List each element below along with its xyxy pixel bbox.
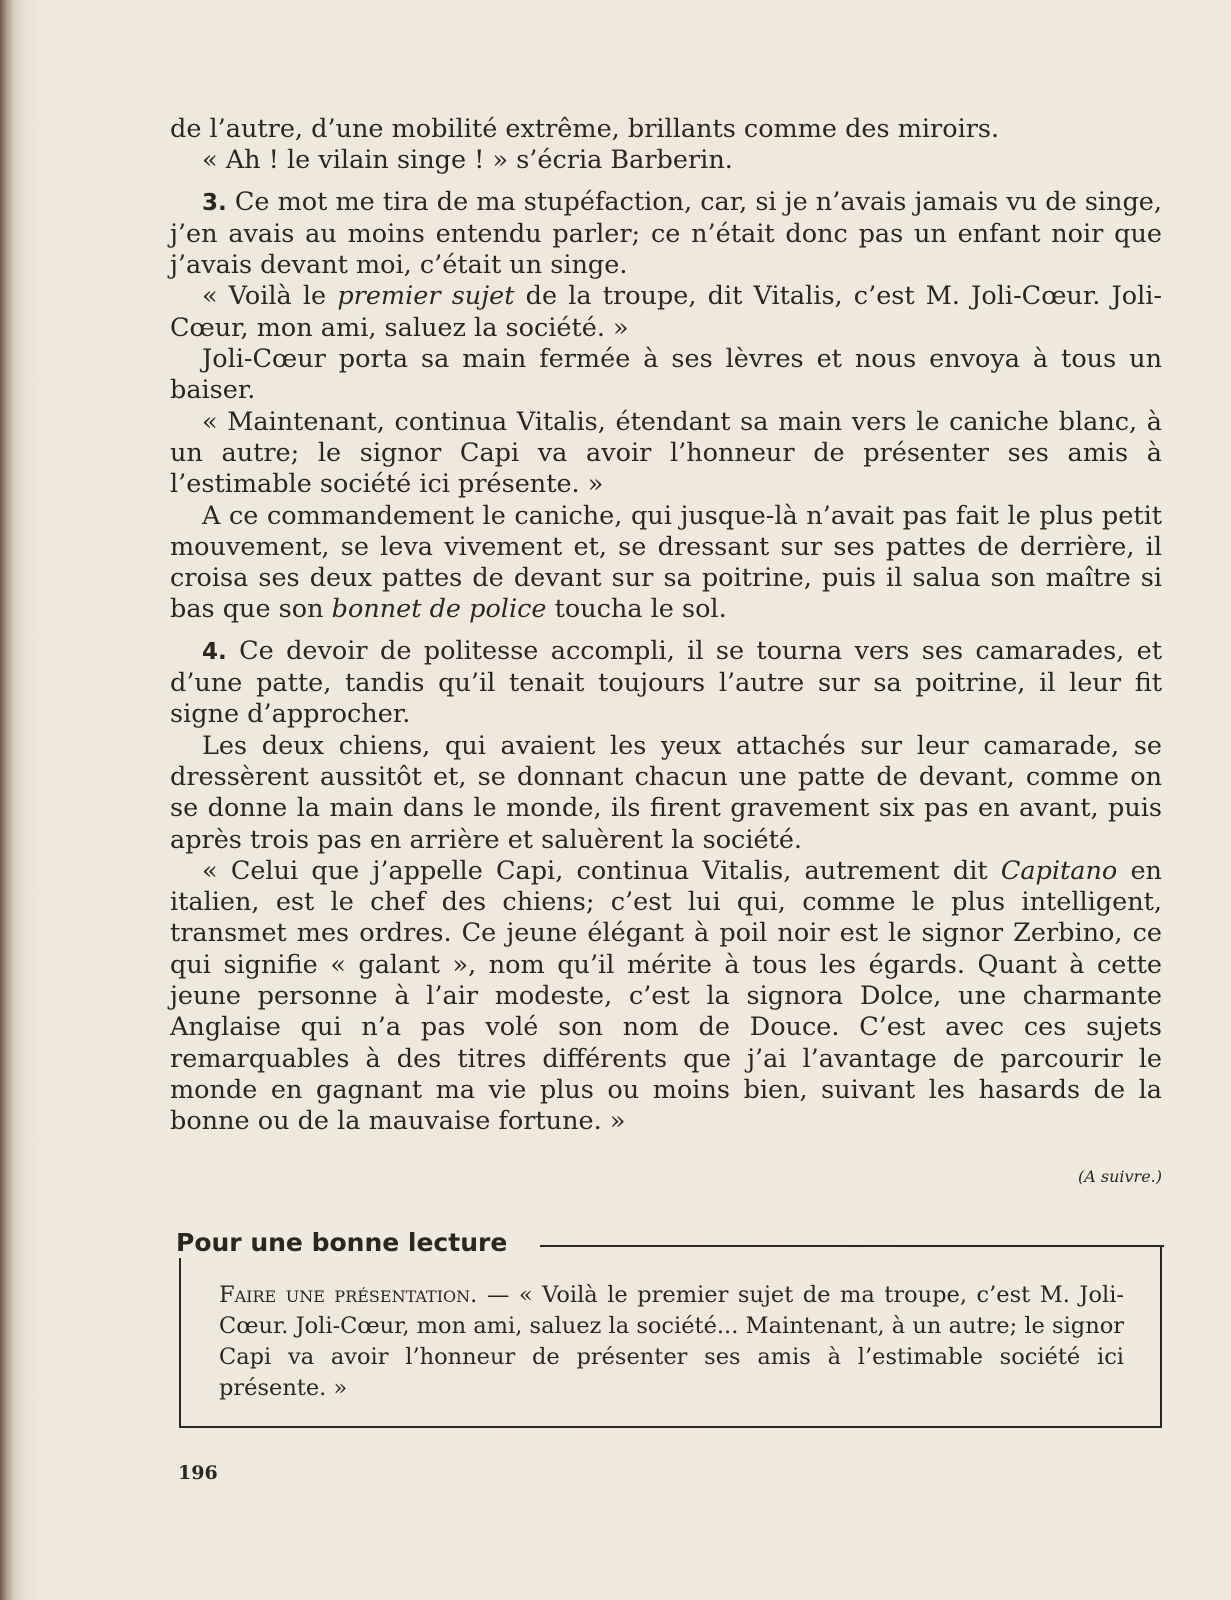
- text-run: A ce commandement le caniche, qui jusque-là n’avait pas fait le plus petit mouvement, se leva vivement et, se dressant sur ses pattes de derrière, il croisa ses deux pattes de devant sur sa poitrine, puis il salua son maître si bas que son: [170, 500, 1162, 625]
- italic-text: Capitano: [1000, 855, 1118, 886]
- text-run: Ce mot me tira de ma stupéfaction, car, si je n’avais jamais vu de singe, j’en avais au moins entendu parler; ce n’était donc pas un enfant noir que j’avais devant moi, c’était un singe.: [170, 186, 1162, 281]
- paragraph: [170, 407, 1162, 501]
- section-number: 3.: [202, 189, 227, 216]
- box-quote: — « Voilà le premier sujet de ma troupe, c’est M. Joli-Cœur. Joli-Cœur, mon ami, saluez la société... Maintenant, à un autre; le signor Capi va avoir l’honneur de présenter ses amis à l’estimable société ici présente. »: [219, 1282, 1124, 1401]
- body-text: [170, 114, 1162, 1138]
- paragraph: [170, 114, 1162, 145]
- box-label: Faire une présentation.: [219, 1282, 478, 1308]
- paragraph: [170, 344, 1162, 407]
- text-run: « Maintenant, continua Vitalis, étendant sa main vers le caniche blanc, à un autre; le signor Capi va avoir l’honneur de présenter ses amis à l’estimable société ici présente. »: [170, 406, 1162, 500]
- text-run: Joli-Cœur porta sa main fermée à ses lèvres et nous envoya à tous un baiser.: [170, 344, 1162, 406]
- text-run: Les deux chiens, qui avaient les yeux attachés sur leur camarade, se dressèrent aussitôt et, se donnant chacun une patte de devant, comme on se donne la main dans le monde, ils firent gravement six pas en avant, puis après trois pas en arrière et saluèrent la société.: [170, 730, 1162, 855]
- section-number: 4.: [202, 638, 227, 665]
- box-title: Pour une bonne lecture: [176, 1228, 517, 1258]
- text-run: de la troupe, dit Vitalis, c’est M. Joli-Cœur. Joli-Cœur, mon ami, saluez la société. »: [170, 281, 1162, 343]
- text-run: de l’autre, d’une mobilité extrême, brillants comme des miroirs.: [170, 114, 1000, 144]
- text-run: en italien, est le chef des chiens; c’est lui qui, comme le plus intelligent, transmet mes ordres. Ce jeune élégant à poil noir est le signor Zerbino, ce qui signifie « galant », nom qu’il mérite à tous les égards. Quant à cette jeune personne à l’air modeste, c’est la signora Dolce, une charmante Anglaise qui n’a pas volé son nom de Douce. C’est avec ces sujets remarquables à des titres différents que j’ai l’avantage de parcourir le monde en gagnant ma vie plus ou moins bien, suivant les hasards de la bonne ou de la mauvaise fortune. »: [170, 855, 1162, 1137]
- paragraph: [170, 636, 1162, 731]
- italic-text: bonnet de police: [331, 594, 547, 625]
- text-run: « Voilà le: [202, 281, 338, 312]
- text-run: « Celui que j’appelle Capi, continua Vitalis, autrement dit: [202, 855, 1001, 886]
- box-text: [219, 1280, 1124, 1404]
- paragraph: [170, 856, 1162, 1138]
- paragraph: [170, 145, 1162, 176]
- to-be-continued: (A suivre.): [1078, 1167, 1162, 1186]
- paragraph: [170, 187, 1162, 282]
- italic-text: premier sujet: [337, 281, 515, 312]
- paragraph: [170, 281, 1162, 344]
- text-run: toucha le sol.: [546, 594, 727, 625]
- text-run: Ce devoir de politesse accompli, il se tourna vers ses camarades, et d’une patte, tandis qu’il tenait toujours l’autre sur sa poitrine, il leur fit signe d’approcher.: [170, 635, 1162, 730]
- paragraph: [170, 501, 1162, 626]
- text-run: « Ah ! le vilain singe ! » s’écria Barberin.: [202, 145, 733, 176]
- page-number: 196: [178, 1462, 218, 1484]
- paragraph: [170, 731, 1162, 856]
